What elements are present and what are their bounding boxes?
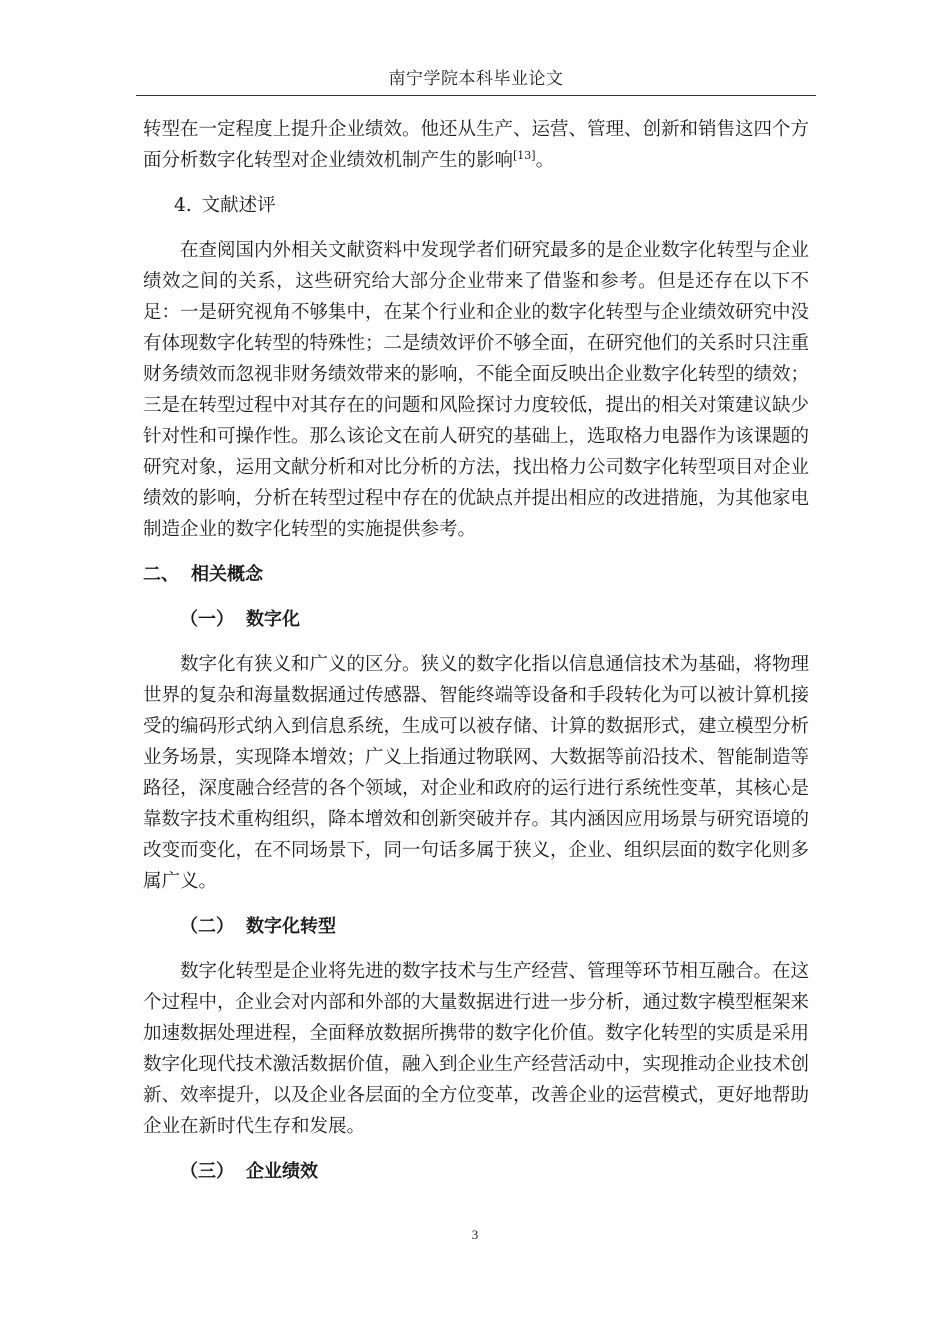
subsection-heading-literature-review (143, 190, 809, 221)
continued-paragraph-text: 转型在一定程度上提升企业绩效。他还从生产、运营、管理、创新和销售这四个方面分析数字化转型对企业绩效机制产生的影响 (143, 119, 810, 171)
digital-transformation-paragraph: 数字化转型是企业将先进的数字技术与生产经营、管理等环节相互融合。在这个过程中，企业会对内部和外部的大量数据进行进一步分析，通过数字模型框架来加速数据处理进程，全面释放数据所携带的数字化价值。数字化转型的实质是采用数字化现代技术激活数据价值，融入到企业生产经营活动中，实现推动企业技术创新、效率提升，以及企业各层面的全方位变革，改善企业的运营模式，更好地帮助企业在新时代生存和发展。 (143, 961, 810, 1137)
section-heading-enterprise-performance (143, 1156, 809, 1187)
continued-paragraph (143, 114, 809, 176)
continued-paragraph-end: 。 (535, 150, 555, 171)
section-number: （三） (180, 1161, 234, 1182)
section-heading-digitization (143, 604, 809, 635)
section-heading-digital-transformation (143, 911, 809, 942)
section-title: 数字化 (246, 609, 300, 630)
digitization-paragraph: 数字化有狭义和广义的区分。狭义的数字化指以信息通信技术为基础，将物理世界的复杂和海量数据通过传感器、智能终端等设备和手段转化为可以被计算机接受的编码形式纳入到信息系统，生成可以被存储、计算的数据形式，建立模型分析业务场景，实现降本增效；广义上指通过物联网、大数据等前沿技术、智能制造等路径，深度融合经营的各个领域，对企业和政府的运行进行系统性变革，其核心是靠数字技术重构组织，降本增效和创新突破并存。其内涵因应用场景与研究语境的改变而变化，在不同场景下，同一句话多属于狭义，企业、组织层面的数字化则多属广义。 (143, 654, 810, 892)
header-divider (136, 95, 816, 96)
chapter-heading (143, 559, 809, 590)
literature-review-paragraph: 在查阅国内外相关文献资料中发现学者们研究最多的是企业数字化转型与企业绩效之间的关系，这些研究给大部分企业带来了借鉴和参考。但是还存在以下不足：一是研究视角不够集中，在某个行业和企业的数字化转型与企业绩效研究中没有体现数字化转型的特殊性；二是绩效评价不够全面，在研究他们的关系时只注重财务绩效而忽视非财务绩效带来的影响，不能全面反映出企业数字化转型的绩效；三是在转型过程中对其存在的问题和风险探讨力度较低，提出的相关对策建议缺少针对性和可操作性。那么该论文在前人研究的基础上，选取格力电器作为该课题的研究对象，运用文献分析和对比分析的方法，找出格力公司数字化转型项目对企业绩效的影响，分析在转型过程中存在的优缺点并提出相应的改进措施，为其他家电制造企业的数字化转型的实施提供参考。 (143, 240, 810, 540)
section-title: 数字化转型 (246, 916, 336, 937)
subsection-number: 4. (174, 195, 192, 216)
page-header-title: 南宁学院本科毕业论文 (388, 69, 564, 89)
subsection-title: 文献述评 (201, 195, 276, 216)
section-title: 企业绩效 (246, 1161, 318, 1182)
section-number: （二） (180, 916, 234, 937)
page-body (143, 114, 809, 1187)
section-number: （一） (180, 609, 234, 630)
citation-ref: [13] (513, 148, 536, 162)
chapter-title: 相关概念 (191, 564, 263, 585)
page-number: 3 (471, 1227, 479, 1242)
chapter-number: 二、 (143, 564, 179, 585)
